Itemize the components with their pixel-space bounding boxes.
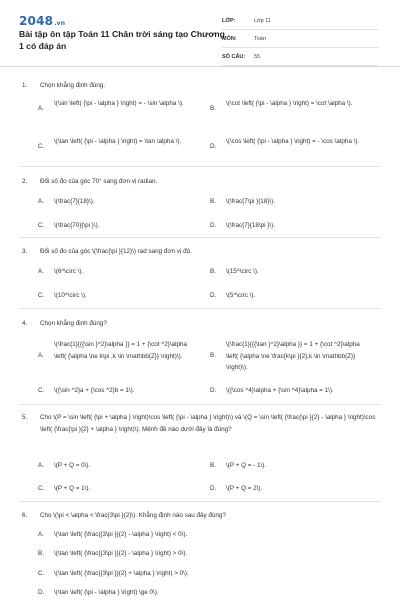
option-a[interactable] xyxy=(38,339,198,362)
option-letter: A. xyxy=(38,352,44,359)
question-divider xyxy=(19,501,381,502)
option-text: \(6^\circ \). xyxy=(54,268,84,275)
option-text: \(\frac{1}{{{\sin }^2}\alpha }} = 1 + {\cot ^2}\alpha \left( {\alpha \ne k\pi ,k \in \mathbb{Z}} \right)\). xyxy=(54,341,188,360)
option-b[interactable] xyxy=(210,460,370,472)
meta-value: Toán xyxy=(254,35,266,42)
question-stem xyxy=(22,80,380,92)
option-c[interactable] xyxy=(38,568,368,580)
option-letter: C. xyxy=(38,222,45,229)
option-text: \({\sin ^2}a + {\cos ^2}b = 1\). xyxy=(54,387,135,394)
question-4 xyxy=(22,318,380,394)
meta-key: MÔN: xyxy=(222,35,237,42)
option-a[interactable] xyxy=(38,196,198,208)
option-letter: D. xyxy=(210,292,217,299)
logo-main: 2048 xyxy=(19,14,54,28)
option-text: \(P + Q = 1\). xyxy=(54,485,91,492)
meta-row-question-count xyxy=(222,48,379,66)
meta-row-subject xyxy=(222,30,379,48)
question-text: Đổi số đo của góc \(\frac{\pi }{12}\) rad sang đơn vị độ. xyxy=(40,248,192,255)
option-letter: B. xyxy=(210,268,216,275)
option-d[interactable] xyxy=(38,587,368,599)
option-text: \(\frac{1}{{{\tan }^2}\alpha }} = 1 + {\cot ^2}\alpha \left( {\alpha \ne \frac{k\pi }{2},k \in \mathbb{Z}} \right)\). xyxy=(226,341,360,371)
option-d[interactable] xyxy=(210,483,370,495)
question-3 xyxy=(22,246,380,299)
option-text: \(\cos \left( {\pi - \alpha } \right) = - \cos \alpha \). xyxy=(226,138,360,145)
question-number: 6. xyxy=(22,512,28,519)
logo-sub: .vn xyxy=(54,20,66,27)
question-2 xyxy=(22,176,380,229)
option-text: \(\tan \left( {\pi - \alpha } \right) = \tan \alpha \). xyxy=(54,138,182,145)
option-letter: D. xyxy=(210,143,217,150)
question-6 xyxy=(22,510,380,596)
question-divider xyxy=(19,166,381,167)
document-header xyxy=(0,0,400,67)
option-text: \({\cos ^4}\alpha + {\sin ^4}\alpha = 1\). xyxy=(226,387,334,394)
question-divider xyxy=(19,308,381,309)
option-c[interactable] xyxy=(38,136,198,148)
question-stem xyxy=(22,318,380,330)
question-stem xyxy=(22,412,380,436)
option-text: \(\frac{70}{\pi }\). xyxy=(54,222,100,229)
option-letter: A. xyxy=(38,462,44,469)
question-text: Đổi số đo của góc 70° sang đơn vị radian. xyxy=(40,178,158,185)
option-c[interactable] xyxy=(38,483,198,495)
option-letter: A. xyxy=(38,198,44,205)
option-letter: A. xyxy=(38,268,44,275)
option-text: \(10^\circ \). xyxy=(54,292,87,299)
question-number: 4. xyxy=(22,320,28,327)
option-text: \(\cot \left( {\pi - \alpha } \right) = \cot \alpha \). xyxy=(226,100,353,107)
option-letter: C. xyxy=(38,143,45,150)
option-text: \(\frac{7}{18}\). xyxy=(54,198,95,205)
question-text: Chọn khẳng định đúng. xyxy=(40,82,106,89)
question-stem xyxy=(22,176,380,188)
document-title: Bài tập ôn tập Toán 11 Chân trời sáng tạo Chương 1 có đáp án xyxy=(19,29,225,51)
question-number: 5. xyxy=(22,414,28,421)
question-divider xyxy=(19,237,381,238)
option-a[interactable] xyxy=(38,529,368,541)
question-1 xyxy=(22,80,380,150)
question-stem xyxy=(22,510,380,522)
option-letter: D. xyxy=(210,222,217,229)
option-c[interactable] xyxy=(38,385,198,397)
option-letter: D. xyxy=(210,387,217,394)
option-letter: C. xyxy=(38,292,45,299)
option-letter: B. xyxy=(210,462,216,469)
option-text: \(5^\circ \). xyxy=(226,292,256,299)
question-number: 2. xyxy=(22,178,28,185)
option-a[interactable] xyxy=(38,460,198,472)
option-d[interactable] xyxy=(210,220,370,232)
question-text: Cho \(P = \sin \left( {\pi + \alpha } \right)\cos \left( {\pi - \alpha } \right)\) và \(Q = \sin \left( {\frac{\pi }{2} - \alpha } \right)\cos \left( {\frac{\pi }{2} + \alpha } \right)\). Mệnh đề nào dưới đây là đúng? xyxy=(40,414,376,433)
option-b[interactable] xyxy=(38,548,368,560)
meta-row-class xyxy=(222,12,379,30)
option-text: \(P + Q = 2\). xyxy=(226,485,263,492)
option-b[interactable] xyxy=(210,339,370,374)
option-b[interactable] xyxy=(210,98,370,110)
option-d[interactable] xyxy=(210,385,370,397)
question-text: Chọn khẳng định đúng? xyxy=(40,320,107,327)
option-text: \(\tan \left( {\frac{{3\pi }}{2} - \alpha } \right) < 0\). xyxy=(54,531,188,538)
question-divider xyxy=(19,404,381,405)
option-letter: B. xyxy=(210,352,216,359)
document-meta-table xyxy=(222,12,379,66)
option-text: \(P + Q = 0\). xyxy=(54,462,91,469)
option-text: \(15^\circ \). xyxy=(226,268,259,275)
meta-value: Lớp 11 xyxy=(254,17,271,24)
option-letter: B. xyxy=(38,550,44,557)
option-text: \(\sin \left( {\pi - \alpha } \right) = - \sin \alpha \). xyxy=(54,100,184,107)
option-letter: A. xyxy=(38,105,44,112)
option-letter: C. xyxy=(38,570,45,577)
question-text: Cho \(\pi < \alpha < \frac{3\pi }{2}\). Khẳng định nào sau đây đúng? xyxy=(40,512,226,519)
option-a[interactable] xyxy=(38,98,198,110)
option-c[interactable] xyxy=(38,290,198,302)
option-letter: C. xyxy=(38,485,45,492)
option-d[interactable] xyxy=(210,290,370,302)
option-d[interactable] xyxy=(210,136,370,148)
option-letter: C. xyxy=(38,387,45,394)
option-text: \(\tan \left( {\frac{{3\pi }}{2} - \alpha } \right) > 0\). xyxy=(54,550,188,557)
option-text: \(P + Q = - 1\). xyxy=(226,462,267,469)
question-stem xyxy=(22,246,380,258)
option-letter: A. xyxy=(38,531,44,538)
option-letter: D. xyxy=(210,485,217,492)
option-letter: B. xyxy=(210,105,216,112)
option-letter: B. xyxy=(210,198,216,205)
question-number: 3. xyxy=(22,248,28,255)
meta-key: SỐ CÂU: xyxy=(222,53,246,60)
option-b[interactable] xyxy=(210,266,370,278)
option-text: \(\frac{7}{18\pi }\). xyxy=(226,222,276,229)
meta-value: 55 xyxy=(254,53,261,60)
meta-key: LỚP: xyxy=(222,17,236,24)
option-b[interactable] xyxy=(210,196,370,208)
option-text: \(\tan \left( {\frac{{3\pi }}{2} + \alpha } \right) > 0\). xyxy=(54,570,189,577)
option-text: \(\tan \left( {\pi - \alpha } \right) \ge 0\). xyxy=(54,589,159,596)
option-letter: D. xyxy=(38,589,45,596)
question-number: 1. xyxy=(22,82,28,89)
option-c[interactable] xyxy=(38,220,198,232)
option-text: \(\frac{7\pi }{18}\). xyxy=(226,198,276,205)
site-logo[interactable] xyxy=(19,14,65,28)
question-5 xyxy=(22,412,380,492)
option-a[interactable] xyxy=(38,266,198,278)
